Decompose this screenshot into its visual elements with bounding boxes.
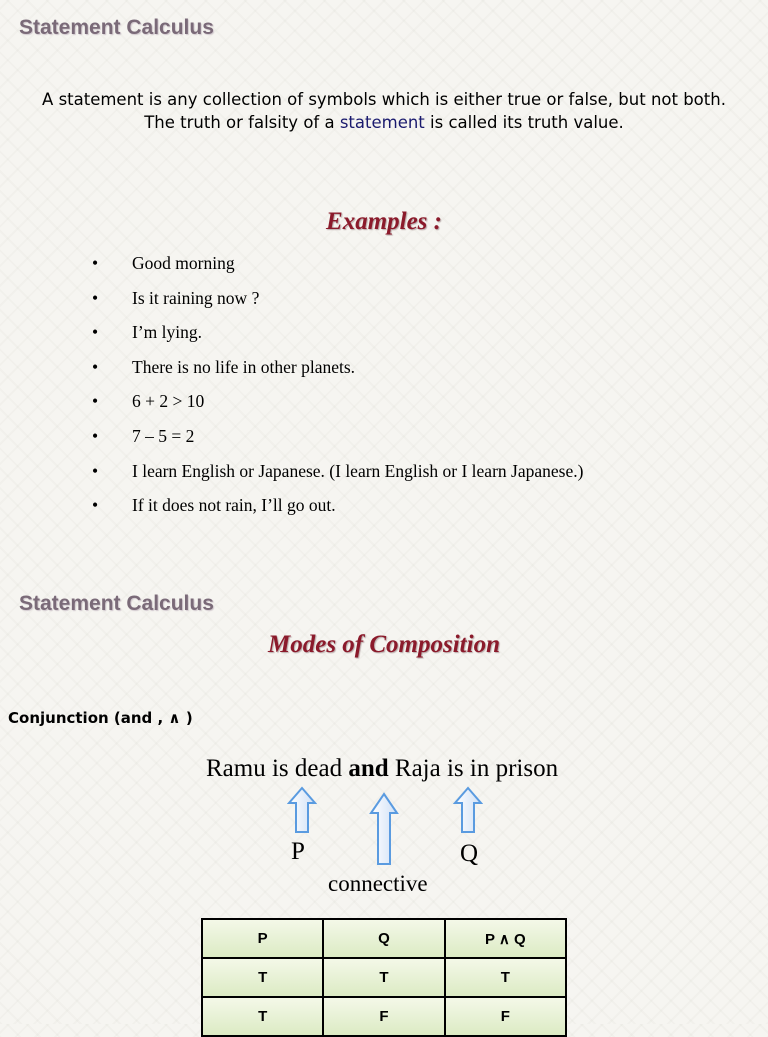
example-text: 6 + 2 > 10 <box>132 391 205 412</box>
bullet-icon: • <box>92 391 99 412</box>
bullet-icon: • <box>92 425 99 446</box>
slide-title: Statement Calculus <box>19 592 214 615</box>
slide-title: Statement Calculus <box>19 16 214 39</box>
up-arrow-icon <box>453 786 483 834</box>
q-label: Q <box>460 840 479 867</box>
table-cell: T <box>202 997 323 1036</box>
list-item <box>92 356 732 391</box>
modes-heading: Modes of Composition <box>268 631 500 658</box>
list-item <box>92 287 732 322</box>
table-cell: T <box>323 958 444 997</box>
conjunction-label: Conjunction (and , ∧ ) <box>8 709 193 727</box>
list-item <box>92 494 732 529</box>
example-text: I’m lying. <box>132 322 202 343</box>
definition-keyword: statement <box>339 113 425 132</box>
table-header-row <box>202 919 566 958</box>
sentence-right-part: Raja is in prison <box>394 755 559 782</box>
table-cell: T <box>445 958 566 997</box>
table-cell: F <box>323 997 444 1036</box>
example-sentence <box>206 755 558 783</box>
list-item <box>92 425 732 460</box>
table-row <box>202 997 566 1036</box>
definition-text-end: is called its truth value. <box>424 113 624 132</box>
bullet-icon: • <box>92 322 99 343</box>
sentence-connective: and <box>348 755 389 782</box>
examples-list <box>92 252 732 529</box>
up-arrow-icon <box>369 792 399 866</box>
table-cell: T <box>202 958 323 997</box>
example-text: Good morning <box>132 253 235 273</box>
up-arrow-icon <box>287 786 317 834</box>
list-item <box>92 460 732 495</box>
bullet-icon: • <box>92 287 99 308</box>
bullet-icon: • <box>92 495 99 516</box>
table-row <box>202 958 566 997</box>
example-text: I learn English or Japanese. (I learn English or I learn Japanese.) <box>132 460 584 481</box>
bullet-icon: • <box>92 356 99 377</box>
example-text: There is no life in other planets. <box>132 356 356 377</box>
truth-table <box>201 918 567 1037</box>
example-text: Is it raining now ? <box>132 287 260 308</box>
table-header-cell: Q <box>323 919 444 958</box>
table-header-cell: P ∧ Q <box>445 919 566 958</box>
list-item <box>92 252 732 287</box>
statement-definition <box>40 88 728 134</box>
table-header-cell: P <box>202 919 323 958</box>
list-item <box>92 390 732 425</box>
example-text: 7 – 5 = 2 <box>132 425 195 446</box>
connective-label: connective <box>328 871 428 896</box>
definition-text-start: A statement is any collection of symbols which is either true or false, but not both. The truth or falsity of a <box>42 90 726 132</box>
list-item <box>92 321 732 356</box>
bullet-icon: • <box>92 460 99 481</box>
table-cell: F <box>445 997 566 1036</box>
example-text: If it does not rain, I’ll go out. <box>132 495 336 516</box>
examples-heading: Examples : <box>326 208 442 235</box>
sentence-left-part: Ramu is dead <box>206 755 343 782</box>
bullet-icon: • <box>92 253 99 273</box>
p-label: P <box>291 838 305 865</box>
